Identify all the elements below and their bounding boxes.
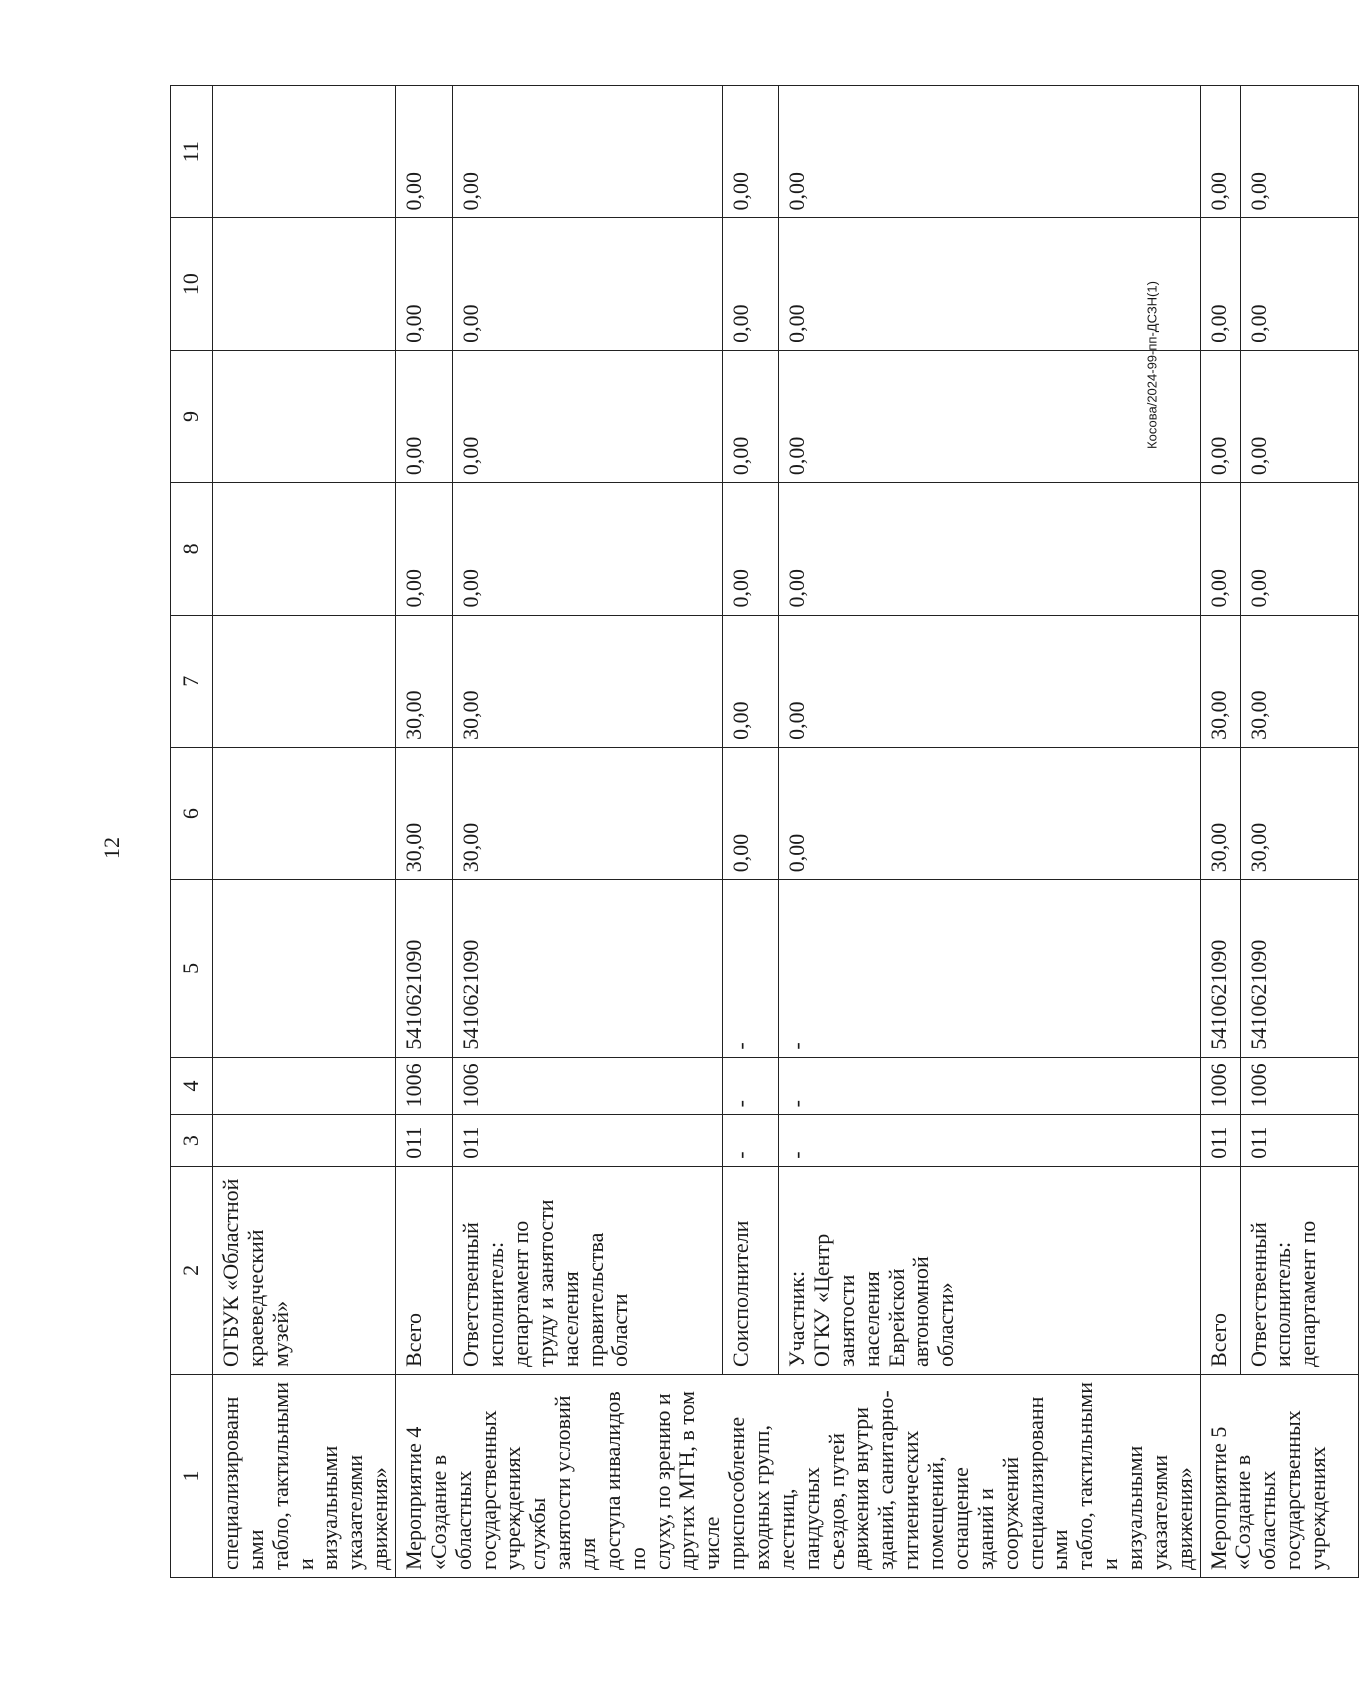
cell-y4: 0,00 [396, 218, 453, 350]
cell-y2: 0,00 [779, 483, 1200, 615]
table-row [213, 86, 396, 1578]
header-row [171, 86, 213, 1578]
table-row [1200, 86, 1240, 1578]
header-cell-8: 8 [171, 483, 213, 615]
cell-y4: 0,00 [723, 218, 779, 350]
cell-y3: 0,00 [453, 350, 723, 482]
cell-rzpr: - [723, 1057, 779, 1115]
cell-y4: 0,00 [1200, 218, 1240, 350]
header-cell-7: 7 [171, 615, 213, 747]
cell-y4: 0,00 [453, 218, 723, 350]
cell-csr: 5410621090 [1200, 880, 1240, 1057]
cell-total: 0,00 [723, 747, 779, 879]
cell-y2: 0,00 [1200, 483, 1240, 615]
table-row [779, 86, 1200, 1578]
executor-cell: Соисполнители [723, 1166, 779, 1374]
cell-y2: 0,00 [1240, 483, 1358, 615]
cell-csr: - [779, 880, 1200, 1057]
cell-rzpr: - [779, 1057, 1200, 1115]
cell-y3: 0,00 [1240, 350, 1358, 482]
cell-y1: 30,00 [396, 615, 453, 747]
header-cell-6: 6 [171, 747, 213, 879]
cell-total: 30,00 [453, 747, 723, 879]
measure-3-description: специализированными табло, тактильными и визуальными указателями движения» [213, 1374, 396, 1577]
executor-cell: Ответственный исполнитель: департамент по [1240, 1166, 1358, 1374]
cell-y1: 0,00 [779, 615, 1200, 747]
cell-rzpr: 1006 [453, 1057, 723, 1115]
cell-rzpr: 1006 [396, 1057, 453, 1115]
cell-y5: 0,00 [779, 86, 1200, 218]
cell-total: 0,00 [779, 747, 1200, 879]
document-code: Косова/2024-99-пп-ДСЗН(1) [1144, 281, 1160, 449]
table-row [1240, 86, 1358, 1578]
cell-grbs [213, 1115, 396, 1166]
header-cell-11: 11 [171, 86, 213, 218]
table-row [396, 86, 453, 1578]
cell-grbs: - [779, 1115, 1200, 1166]
cell-grbs: 011 [1240, 1115, 1358, 1166]
executor-cell: Всего [396, 1166, 453, 1374]
cell-rzpr: 1006 [1200, 1057, 1240, 1115]
cell-y5: 0,00 [396, 86, 453, 218]
cell-csr: 5410621090 [453, 880, 723, 1057]
cell-y2: 0,00 [723, 483, 779, 615]
cell-y2: 0,00 [396, 483, 453, 615]
executor-cell: Участник: ОГКУ «Центр занятости населения Еврейской автономной области» [779, 1166, 1200, 1374]
header-cell-5: 5 [171, 880, 213, 1057]
cell-grbs: - [723, 1115, 779, 1166]
header-cell-1: 1 [171, 1374, 213, 1577]
cell-y2 [213, 483, 396, 615]
cell-y5: 0,00 [1240, 86, 1358, 218]
measure-4-description: Мероприятие 4 «Создание в областных государственных учреждениях службы занятости условий для доступа инвалидов по слуху, по зрению и других МГН, в том числе приспособление входных групп, лестниц, пандусных съездов, путей движения внутри зданий, санитарно- гигиенических помещений, оснащение зданий и сооружений специализированными табло, тактильными и визуальными указателями движения» [396, 1374, 1201, 1577]
cell-csr: 5410621090 [1240, 880, 1358, 1057]
cell-y4: 0,00 [1240, 218, 1358, 350]
cell-rzpr [213, 1057, 396, 1115]
cell-y2: 0,00 [453, 483, 723, 615]
header-cell-4: 4 [171, 1057, 213, 1115]
cell-y4 [213, 218, 396, 350]
cell-grbs: 011 [453, 1115, 723, 1166]
header-cell-3: 3 [171, 1115, 213, 1166]
cell-y5 [213, 86, 396, 218]
header-cell-10: 10 [171, 218, 213, 350]
header-cell-9: 9 [171, 350, 213, 482]
cell-y3: 0,00 [1200, 350, 1240, 482]
cell-y1: 30,00 [1200, 615, 1240, 747]
cell-total: 30,00 [396, 747, 453, 879]
funding-table [170, 85, 1359, 1578]
table-row [453, 86, 723, 1578]
cell-y3: 0,00 [779, 350, 1200, 482]
cell-y3: 0,00 [396, 350, 453, 482]
cell-rzpr: 1006 [1240, 1057, 1358, 1115]
measure-5-description: Мероприятие 5 «Создание в областных государственных учреждениях [1200, 1374, 1358, 1577]
executor-cell: Ответственный исполнитель: департамент по труду и занятости населения правительства области [453, 1166, 723, 1374]
table-row [723, 86, 779, 1578]
cell-y3: 0,00 [723, 350, 779, 482]
cell-total: 30,00 [1200, 747, 1240, 879]
cell-y5: 0,00 [1200, 86, 1240, 218]
cell-y5: 0,00 [723, 86, 779, 218]
executor-cell: Всего [1200, 1166, 1240, 1374]
cell-y1: 30,00 [453, 615, 723, 747]
cell-grbs: 011 [1200, 1115, 1240, 1166]
cell-y4: 0,00 [779, 218, 1200, 350]
cell-y1 [213, 615, 396, 747]
cell-grbs: 011 [396, 1115, 453, 1166]
cell-csr [213, 880, 396, 1057]
cell-total: 30,00 [1240, 747, 1358, 879]
page-number: 12 [99, 837, 124, 859]
header-cell-2: 2 [171, 1166, 213, 1374]
cell-y5: 0,00 [453, 86, 723, 218]
cell-y1: 30,00 [1240, 615, 1358, 747]
cell-csr: - [723, 880, 779, 1057]
cell-y1: 0,00 [723, 615, 779, 747]
cell-csr: 5410621090 [396, 880, 453, 1057]
cell-y3 [213, 350, 396, 482]
cell-total [213, 747, 396, 879]
executor-cell: ОГБУК «Областной краеведческий музей» [213, 1166, 396, 1374]
